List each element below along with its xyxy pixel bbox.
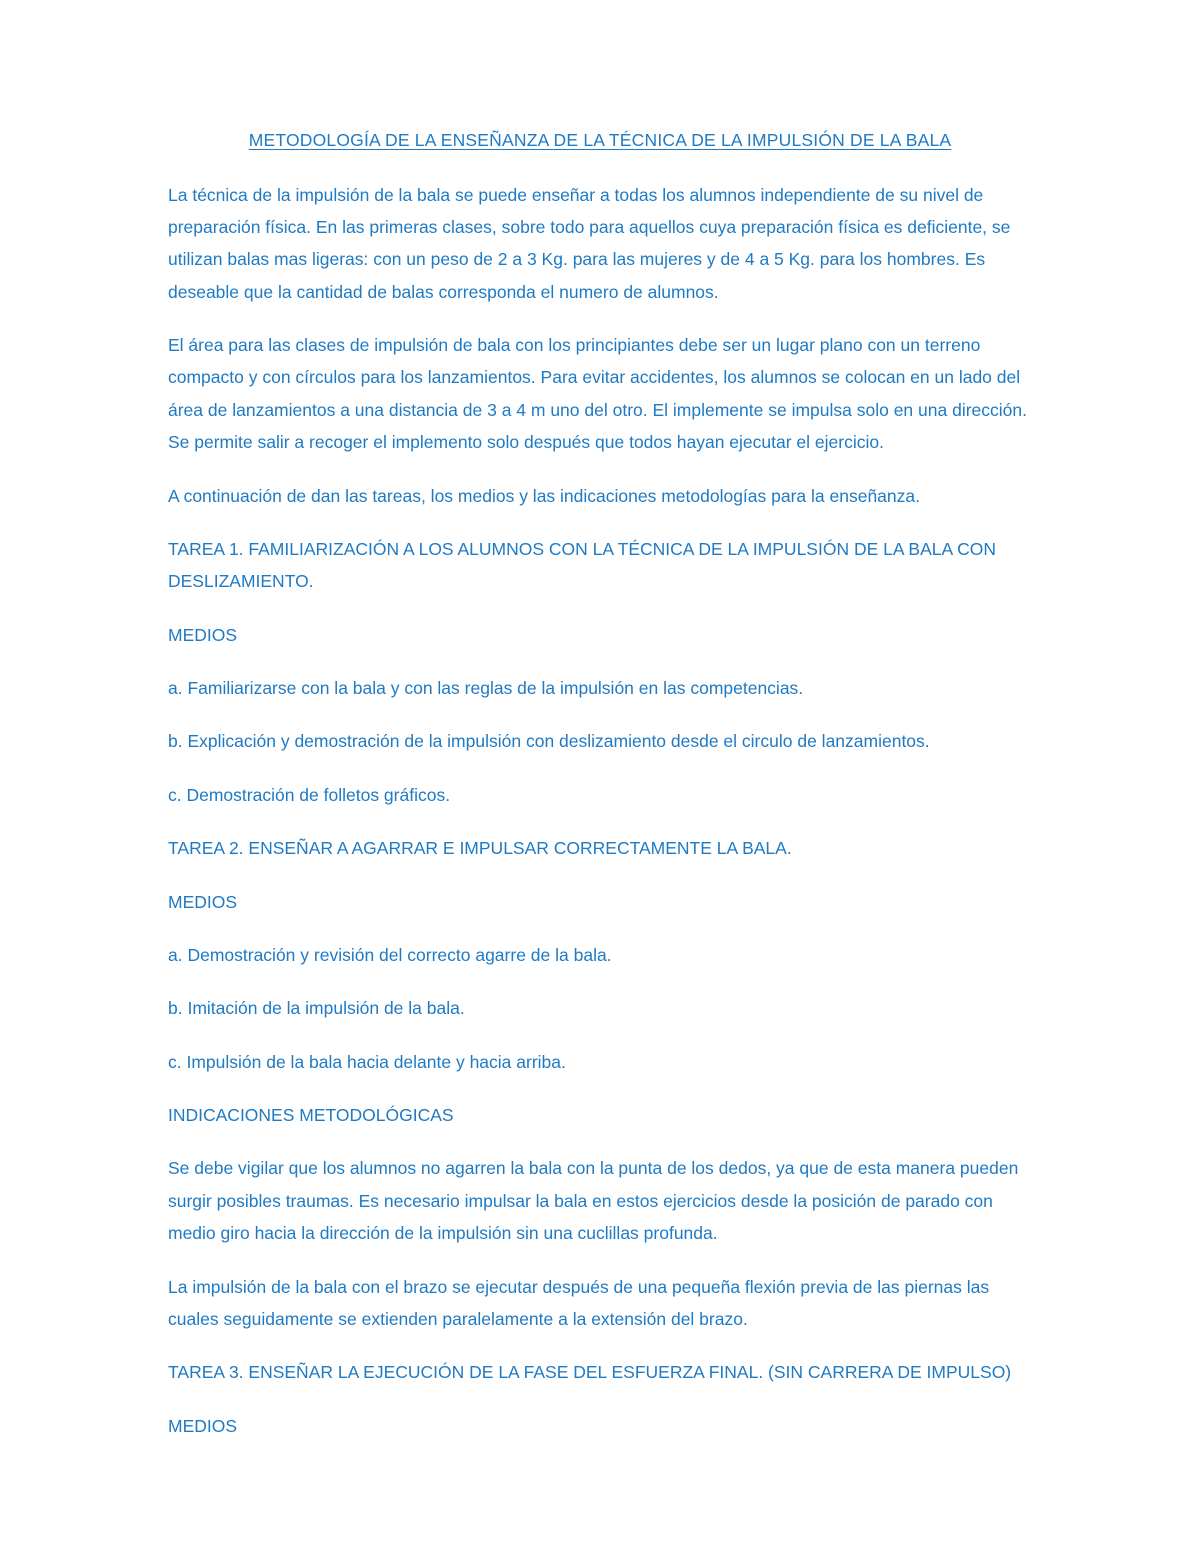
paragraph-intro-2: El área para las clases de impulsión de bala con los principiantes debe ser un lugar plano con un terreno compacto y con círculos para los lanzamientos. Para evitar accidentes, los alumnos se colocan en un lado del área de lanzamientos a una distancia de 3 a 4 m uno del otro. El implemente se impulsa solo en una dirección. Se permite salir a recoger el implemento solo después que todos hayan ejecutar el ejercicio. [168,335,1027,453]
paragraph-intro-3: A continuación de dan las tareas, los medios y las indicaciones metodologías para la enseñanza. [168,485,920,506]
task-1-heading: TAREA 1. FAMILIARIZACIÓN A LOS ALUMNOS CON LA TÉCNICA DE LA IMPULSIÓN DE LA BALA CON DESLIZAMIENTO. [168,538,996,592]
task-2-indicaciones-label: INDICACIONES METODOLÓGICAS [168,1105,454,1125]
task-1-item-a: a. Familiarizarse con la bala y con las reglas de la impulsión en las competencias. [168,678,804,698]
paragraph-intro-1: La técnica de la impulsión de la bala se puede enseñar a todas los alumnos independiente de su nivel de preparación física. En las primeras clases, sobre todo para aquellos cuya preparación física es deficiente, se utilizan balas mas ligeras: con un peso de 2 a 3 Kg. para las mujeres y de 4 a 5 Kg. para los hombres. Es deseable que la cantidad de balas corresponda el numero de alumnos. [168,184,1011,302]
task-3-heading: TAREA 3. ENSEÑAR LA EJECUCIÓN DE LA FASE DEL ESFUERZA FINAL. (SIN CARRERA DE IMPULSO) [168,1362,1012,1383]
task-3-medios-label: MEDIOS [168,1415,238,1436]
task-2-item-a: a. Demostración y revisión del correcto agarre de la bala. [168,944,612,965]
task-2-medios-label: MEDIOS [168,891,238,912]
task-1-item-b: b. Explicación y demostración de la impulsión con deslizamiento desde el circulo de lanzamientos. [168,731,930,752]
task-2-heading: TAREA 2. ENSEÑAR A AGARRAR E IMPULSAR CORRECTAMENTE LA BALA. [168,838,792,859]
task-2-item-b: b. Imitación de la impulsión de la bala. [168,998,465,1019]
task-1-item-c: c. Demostración de folletos gráficos. [168,784,451,805]
task-2-indicaciones-1: Se debe vigilar que los alumnos no agarren la bala con la punta de los dedos, ya que de esta manera pueden surgir posibles traumas. Es necesario impulsar la bala en estos ejercicios desde la posición de parado con medio giro hacia la dirección de la impulsión sin una cuclillas profunda. [168,1158,1019,1244]
task-2-item-c: c. Impulsión de la bala hacia delante y hacia arriba. [168,1051,566,1072]
task-2-indicaciones-2: La impulsión de la bala con el brazo se ejecutar después de una pequeña flexión previa de las piernas las cuales seguidamente se extienden paralelamente a la extensión del brazo. [168,1276,990,1329]
task-1-medios-label: MEDIOS [168,624,238,645]
page-title: METODOLOGÍA DE LA ENSEÑANZA DE LA TÉCNICA DE LA IMPULSIÓN DE LA BALA [248,130,952,150]
